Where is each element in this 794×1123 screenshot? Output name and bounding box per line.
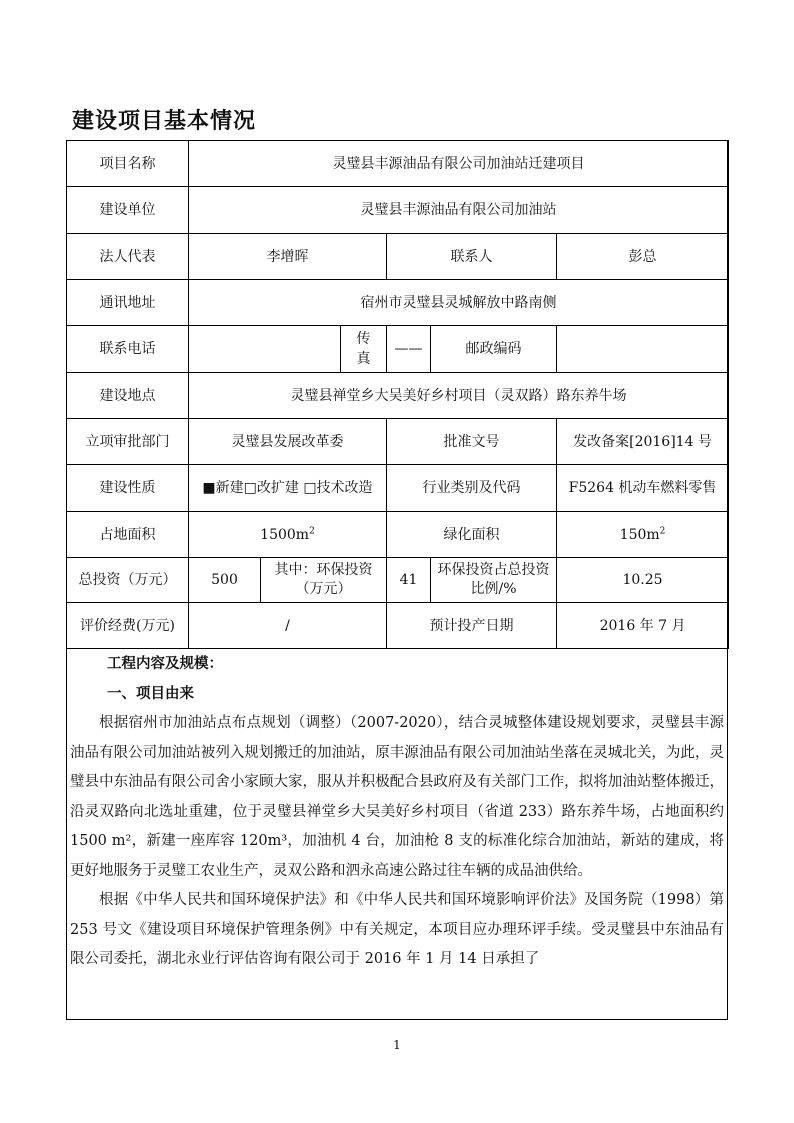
section-heading: 工程内容及规模： xyxy=(107,656,223,672)
env-ratio-value: 10.25 xyxy=(557,558,729,603)
env-invest-label: 其中：环保投资（万元） xyxy=(261,558,387,603)
nature-value: ■新建□改扩建 □技术改造 xyxy=(189,465,387,512)
subsection-heading: 一、项目由来 xyxy=(107,685,194,702)
page-title: 建设项目基本情况 xyxy=(72,109,257,134)
fax-value: —— xyxy=(387,326,431,373)
builder-label: 建设单位 xyxy=(67,187,189,234)
eval-fee-label: 评价经费(万元) xyxy=(67,603,189,649)
invest-label: 总投资（万元） xyxy=(67,558,189,603)
env-ratio-label: 环保投资占总投资比例/% xyxy=(431,558,557,603)
approval-doc-label: 批准文号 xyxy=(387,419,557,465)
invest-value: 500 xyxy=(189,558,261,603)
contact-label: 联系人 xyxy=(387,234,557,280)
env-invest-value: 41 xyxy=(387,558,431,603)
paragraph: 根据宿州市加油站点布点规划（调整）（2007-2020），结合灵城整体建设规划要求，灵璧县丰源油品有限公司加油站被列入规划搬迁的加油站，原丰源油品有限公司加油站坐落在灵城北关，为此，灵璧县中东油品有限公司舍小家顾大家，服从并积极配合县政府及有关部门工作，拟将加油站整体搬迁，沿灵双路向北选址重建，位于灵璧县禅堂乡大吴美好乡村项目（省道 233）路东养牛场，占地面积约 1500 m²，新建一座库容 120m³，加油机 4 台，加油枪 8 支的标准化综合加油站，新站的建成，将更好地服务于灵璧工农业生产，灵双公路和泗永高速公路过往车辆的成品油供给。 xyxy=(70,715,724,879)
fax-label: 传真 xyxy=(341,326,387,373)
approval-dept-value: 灵璧县发展改革委 xyxy=(189,419,387,465)
contact-value: 彭总 xyxy=(557,234,729,280)
approval-doc-value: 发改备案[2016]14 号 xyxy=(557,419,729,465)
industry-label: 行业类别及代码 xyxy=(387,465,557,512)
paragraph: 根据《中华人民共和国环境保护法》和《中华人民共和国环境影响评价法》及国务院（1998）第 253 号文《建设项目环境保护管理条例》中有关规定，本项目应办理环评手续。受灵璧县中东油品有限公司委托，湖北永业行评估咨询有限公司于 2016 年 1 月 14 日承担了 xyxy=(70,892,724,967)
green-value: $150m^2$ xyxy=(557,512,729,558)
prod-date-label: 预计投产日期 xyxy=(387,603,557,649)
legal-rep-value: 李增晖 xyxy=(189,234,387,280)
address-label: 通讯地址 xyxy=(67,280,189,326)
phone-label: 联系电话 xyxy=(67,326,189,373)
eval-fee-value: / xyxy=(189,603,387,649)
project-description xyxy=(70,650,724,975)
legal-rep-label: 法人代表 xyxy=(67,234,189,280)
project-name-label: 项目名称 xyxy=(67,141,189,187)
area-label: 占地面积 xyxy=(67,512,189,558)
address-value: 宿州市灵璧县灵城解放中路南侧 xyxy=(189,280,729,326)
location-label: 建设地点 xyxy=(67,373,189,419)
approval-dept-label: 立项审批部门 xyxy=(67,419,189,465)
postcode-label: 邮政编码 xyxy=(431,326,557,373)
nature-label: 建设性质 xyxy=(67,465,189,512)
area-value: $1500m^2$ xyxy=(189,512,387,558)
page-number: 1 xyxy=(393,1038,401,1052)
location-value: 灵璧县禅堂乡大吴美好乡村项目（灵双路）路东养牛场 xyxy=(189,373,729,419)
builder-value: 灵璧县丰源油品有限公司加油站 xyxy=(189,187,729,234)
prod-date-value: 2016 年 7 月 xyxy=(557,603,729,649)
project-name-value: 灵璧县丰源油品有限公司加油站迁建项目 xyxy=(189,141,729,187)
industry-value: F5264 机动车燃料零售 xyxy=(557,465,729,512)
green-label: 绿化面积 xyxy=(387,512,557,558)
